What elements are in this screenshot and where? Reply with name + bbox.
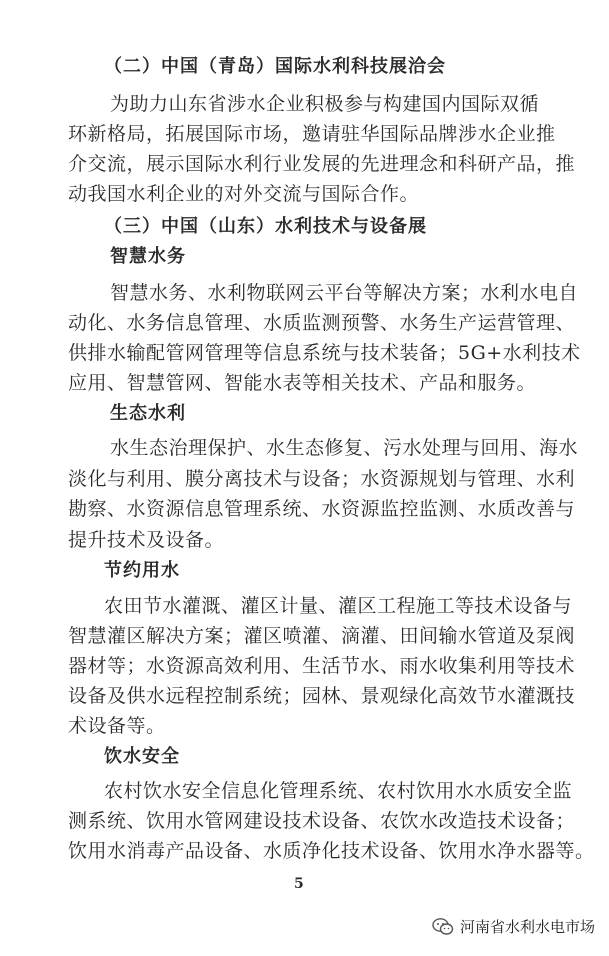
section-2-line: 动我国水利企业的对外交流与国际合作。	[68, 183, 420, 205]
wechat-icon	[432, 917, 454, 937]
section-2-line: 环新格局，拓展国际市场，邀请驻华国际品牌涉水企业推	[68, 123, 556, 145]
watermark-text: 河南省水利水电市场	[459, 918, 595, 936]
eco-water-line: 提升技术及设备。	[68, 529, 225, 551]
smart-water-title: 智慧水务	[110, 246, 186, 267]
section-2-line: 为助力山东省涉水企业积极参与构建国内国际双循	[110, 93, 540, 115]
water-saving-line: 智慧灌区解决方案；灌区喷灌、滴灌、田间输水管道及泵阀	[68, 625, 576, 647]
water-saving-line: 农田节水灌溉、灌区计量、灌区工程施工等技术设备与	[104, 595, 573, 617]
drinking-safety-line: 农村饮水安全信息化管理系统、农村饮用水水质安全监	[104, 780, 573, 802]
water-saving-title: 节约用水	[104, 560, 180, 581]
section-3-title: （三）中国（山东）水利技术与设备展	[104, 216, 427, 237]
water-saving-line: 设备及供水远程控制系统；园林、景观绿化高效节水灌溉技	[68, 685, 576, 707]
drinking-safety-line: 测系统、饮用水管网建设技术设备、农饮水改造技术设备；	[68, 810, 576, 832]
section-2-line: 介交流，展示国际水利行业发展的先进理念和科研产品，推	[68, 153, 576, 175]
page-number: 5	[294, 876, 304, 892]
eco-water-title: 生态水利	[110, 403, 186, 424]
eco-water-line: 勘察、水资源信息管理系统、水资源监控监测、水质改善与	[68, 498, 576, 520]
smart-water-line: 动化、水务信息管理、水质监测预警、水务生产运营管理、	[68, 312, 576, 334]
water-saving-line: 术设备等。	[68, 715, 166, 737]
watermark	[432, 916, 595, 937]
eco-water-line: 水生态治理保护、水生态修复、污水处理与回用、海水	[110, 437, 579, 459]
smart-water-line: 智慧水务、水利物联网云平台等解决方案；水利水电自	[110, 282, 579, 304]
drinking-safety-title: 饮水安全	[104, 746, 180, 767]
water-saving-line: 器材等；水资源高效利用、生活节水、雨水收集利用等技术	[68, 655, 576, 677]
drinking-safety-line: 饮用水消毒产品设备、水质净化技术设备、饮用水净水器等。	[68, 840, 595, 862]
smart-water-line: 应用、智慧管网、智能水表等相关技术、产品和服务。	[68, 372, 537, 394]
eco-water-line: 淡化与利用、膜分离技术与设备；水资源规划与管理、水利	[68, 468, 576, 490]
section-2-title: （二）中国（青岛）国际水利科技展洽会	[104, 56, 446, 77]
smart-water-line: 供排水输配管网管理等信息系统与技术装备；5G+水利技术	[68, 342, 581, 364]
